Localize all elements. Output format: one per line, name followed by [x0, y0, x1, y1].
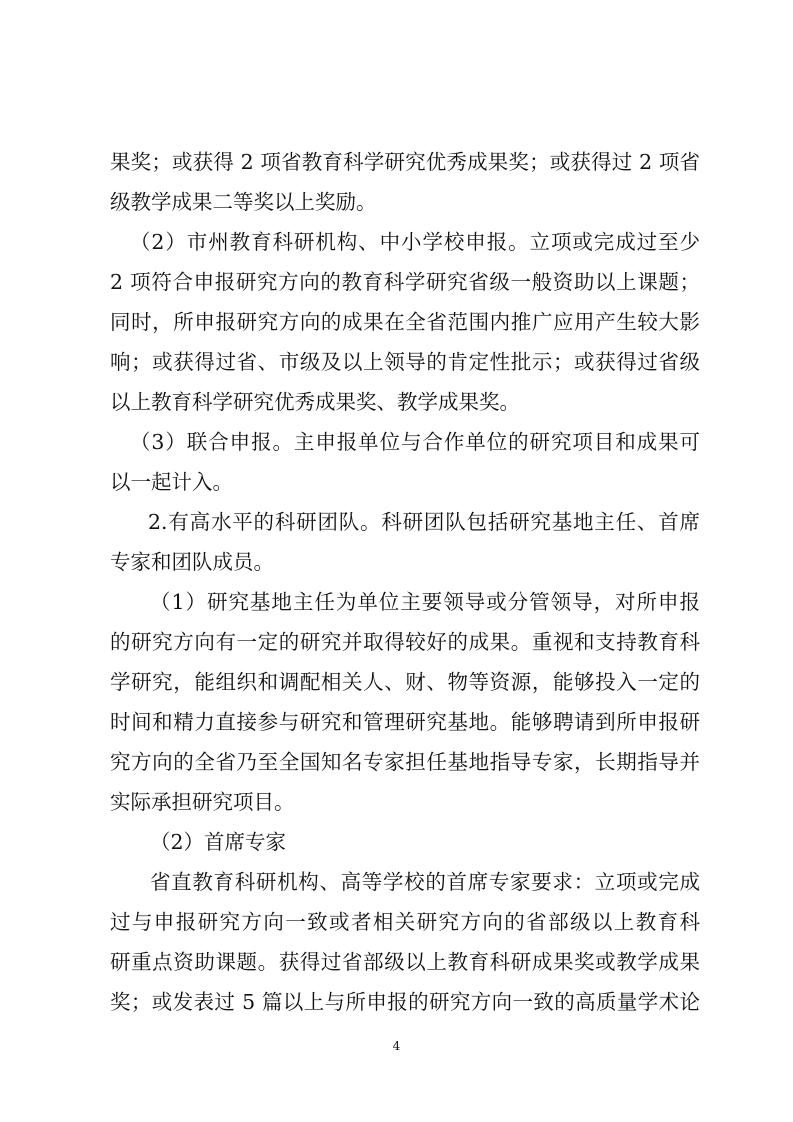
text-line: （1）研究基地主任为单位主要领导或分管领导，对所申报 — [150, 590, 700, 614]
text-line: 专家和团队成员。 — [110, 550, 274, 574]
text-line: 实际承担研究项目。 — [110, 790, 295, 814]
text-line: 响；或获得过省、市级及以上领导的肯定性批示；或获得过省级 — [110, 350, 700, 374]
text-line: 果奖；或获得 2 项省教育科学研究优秀成果奖；或获得过 2 项省 — [110, 150, 700, 174]
text-line: 级教学成果二等奖以上奖励。 — [110, 190, 377, 214]
text-line: 以一起计入。 — [110, 470, 233, 494]
text-line: 过与申报研究方向一致或者相关研究方向的省部级以上教育科 — [110, 910, 700, 934]
text-line: 同时，所申报研究方向的成果在全省范围内推广应用产生较大影 — [110, 310, 700, 334]
text-line: 奖；或发表过 5 篇以上与所申报的研究方向一致的高质量学术论 — [110, 990, 700, 1014]
subsection-heading: （2）首席专家 — [150, 830, 287, 854]
text-line: 省直教育科研机构、高等学校的首席专家要求：立项或完成 — [150, 870, 700, 894]
text-line: （2）市州教育科研机构、中小学校申报。立项或完成过至少 — [130, 230, 700, 254]
page-number: 4 — [392, 1039, 401, 1053]
text-line: 研重点资助课题。获得过省部级以上教育科研成果奖或教学成果 — [110, 950, 700, 974]
text-line: 以上教育科学研究优秀成果奖、教学成果奖。 — [110, 390, 520, 414]
text-line: 2 项符合申报研究方向的教育科学研究省级一般资助以上课题； — [110, 270, 700, 294]
text-line: 究方向的全省乃至全国知名专家担任基地指导专家，长期指导并 — [110, 750, 700, 774]
text-line: 的研究方向有一定的研究并取得较好的成果。重视和支持教育科 — [110, 630, 700, 654]
text-line: 学研究，能组织和调配相关人、财、物等资源，能够投入一定的 — [110, 670, 700, 694]
text-line: 时间和精力直接参与研究和管理研究基地。能够聘请到所申报研 — [110, 710, 700, 734]
section-heading: 2.有高水平的科研团队。科研团队包括研究基地主任、首席 — [148, 510, 700, 534]
text-line: （3）联合申报。主申报单位与合作单位的研究项目和成果可 — [130, 430, 700, 454]
